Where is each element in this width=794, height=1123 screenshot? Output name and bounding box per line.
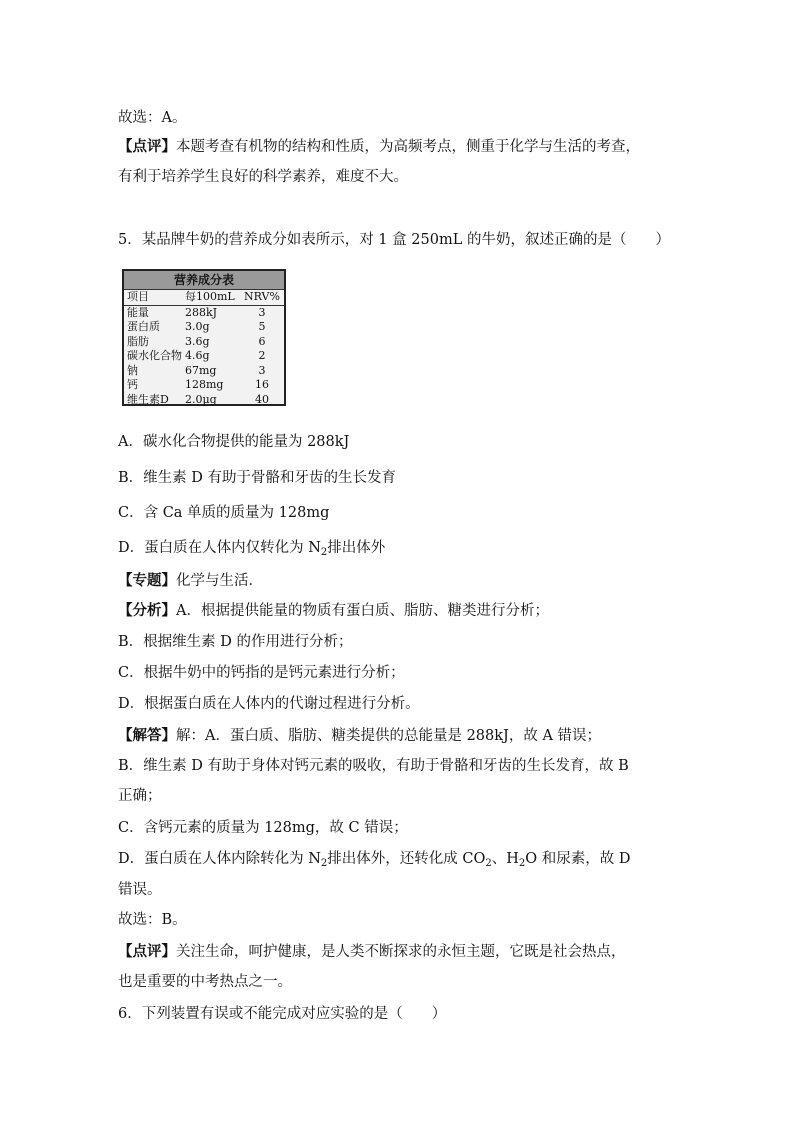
line-text: A．根据提供能量的物质有蛋白质、脂肪、糖类进行分析； [176, 603, 549, 619]
text-line [118, 694, 694, 714]
nutrition-table-title: 营养成分表 [124, 271, 284, 290]
section-tag: 【点评】 [118, 943, 176, 960]
text-line [118, 910, 694, 930]
line-text: D．根据蛋白质在人体内的代谢过程进行分析。 [118, 696, 420, 712]
comment-line [118, 942, 694, 962]
text-line [118, 786, 694, 806]
option-d [118, 538, 694, 558]
line-text: 关注生命，呵护健康，是人类不断探求的永恒主题，它既是社会热点， [176, 944, 626, 960]
comment-line [118, 137, 694, 157]
text-line [118, 849, 694, 869]
table-cell: 钠 [127, 363, 138, 377]
header-cell: NRV% [244, 290, 280, 303]
line-text: 、H [491, 851, 519, 867]
header-cell: 项目 [127, 290, 149, 303]
table-cell: 维生素D [127, 392, 169, 406]
section-tag: 【点评】 [118, 138, 176, 155]
line-text: B．根据维生素 D 的作用进行分析； [118, 634, 353, 650]
table-row [124, 306, 284, 321]
line-text: C．根据牛奶中的钙指的是钙元素进行分析； [118, 665, 405, 681]
table-cell: 碳水化合物 [127, 349, 182, 362]
option-c [118, 503, 694, 523]
table-row [124, 364, 284, 379]
table-row [124, 378, 284, 393]
section-tag: 【分析】 [118, 602, 176, 619]
line-text: B．维生素 D 有助于骨骼和牙齿的生长发育 [118, 470, 396, 486]
text-line [118, 167, 694, 187]
line-text: A．碳水化合物提供的能量为 288kJ [118, 434, 350, 450]
table-cell: 16 [255, 378, 269, 391]
text-line [118, 880, 694, 900]
line-text: 有利于培养学生良好的科学素养，难度不大。 [118, 169, 408, 185]
table-cell: 3 [258, 305, 266, 319]
solution-line [118, 726, 694, 746]
header-cell: 每100mL [185, 290, 235, 303]
text-line [118, 818, 694, 838]
question-5-stem [118, 230, 694, 250]
option-b [118, 468, 694, 488]
table-cell: 128mg [185, 378, 224, 391]
line-text: 故选：B。 [118, 912, 187, 928]
table-cell: 3.6g [185, 334, 210, 348]
table-cell: 67mg [185, 363, 217, 377]
table-cell: 蛋白质 [127, 320, 160, 333]
line-text: 排出体外 [327, 540, 386, 556]
line-text: 5．某品牌牛奶的营养成分如表所示，对 1 盒 250mL 的牛奶，叙述正确的是（ ） [118, 232, 670, 248]
text-line [118, 756, 694, 776]
line-text: 本题考查有机物的结构和性质，为高频考点，侧重于化学与生活的考查， [176, 139, 640, 155]
table-row [124, 349, 284, 364]
subscript: 2 [518, 858, 526, 869]
analysis-line [118, 601, 694, 621]
subscript: 2 [320, 858, 328, 869]
table-cell: 3.0g [185, 320, 210, 333]
subscript: 2 [485, 858, 492, 869]
table-cell: 6 [258, 334, 266, 348]
line-text: 排出体外，还转化成 CO [327, 851, 486, 867]
table-cell: 3 [258, 363, 266, 377]
question-6-stem [118, 1004, 694, 1024]
table-cell: 40 [255, 392, 269, 406]
option-a [118, 432, 694, 452]
table-cell: 2.0μg [185, 392, 217, 406]
nutrition-table [122, 269, 286, 406]
line-text: B．维生素 D 有助于身体对钙元素的吸收，有助于骨骼和牙齿的生长发育，故 B [118, 758, 629, 774]
line-text: O 和尿素，故 D [525, 851, 631, 867]
table-row [124, 393, 284, 408]
text-line [118, 663, 694, 683]
table-cell: 脂肪 [127, 334, 149, 348]
line-text: 正确； [118, 788, 162, 804]
table-cell: 4.6g [185, 349, 210, 362]
table-cell: 能量 [127, 305, 149, 319]
subscript: 2 [320, 547, 328, 558]
section-tag: 【解答】 [118, 727, 176, 744]
line-text: C．含钙元素的质量为 128mg，故 C 错误； [118, 820, 408, 836]
table-row [124, 335, 284, 350]
text-line [118, 632, 694, 652]
nutrition-table-header [124, 290, 284, 306]
line-text: D．蛋白质在人体内仅转化为 N [118, 540, 321, 556]
table-cell: 钙 [127, 378, 138, 391]
line-text: 错误。 [118, 882, 162, 898]
table-cell: 2 [258, 349, 266, 362]
line-text: 化学与生活． [176, 573, 263, 589]
table-cell: 288kJ [185, 305, 218, 319]
line-text: D．蛋白质在人体内除转化为 N [118, 851, 321, 867]
topic-line [118, 571, 694, 591]
line-text: C．含 Ca 单质的质量为 128mg [118, 505, 330, 521]
table-row [124, 320, 284, 335]
section-tag: 【专题】 [118, 572, 176, 589]
line-text: 也是重要的中考热点之一。 [118, 974, 292, 990]
line-text: 解：A．蛋白质、脂肪、糖类提供的总能量是 288kJ，故 A 错误； [176, 728, 602, 744]
line-text: 故选：A。 [118, 110, 187, 126]
text-line [118, 108, 694, 128]
text-line [118, 972, 694, 992]
table-cell: 5 [258, 320, 266, 333]
line-text: 6．下列装置有误或不能完成对应实验的是（ ） [118, 1006, 447, 1022]
